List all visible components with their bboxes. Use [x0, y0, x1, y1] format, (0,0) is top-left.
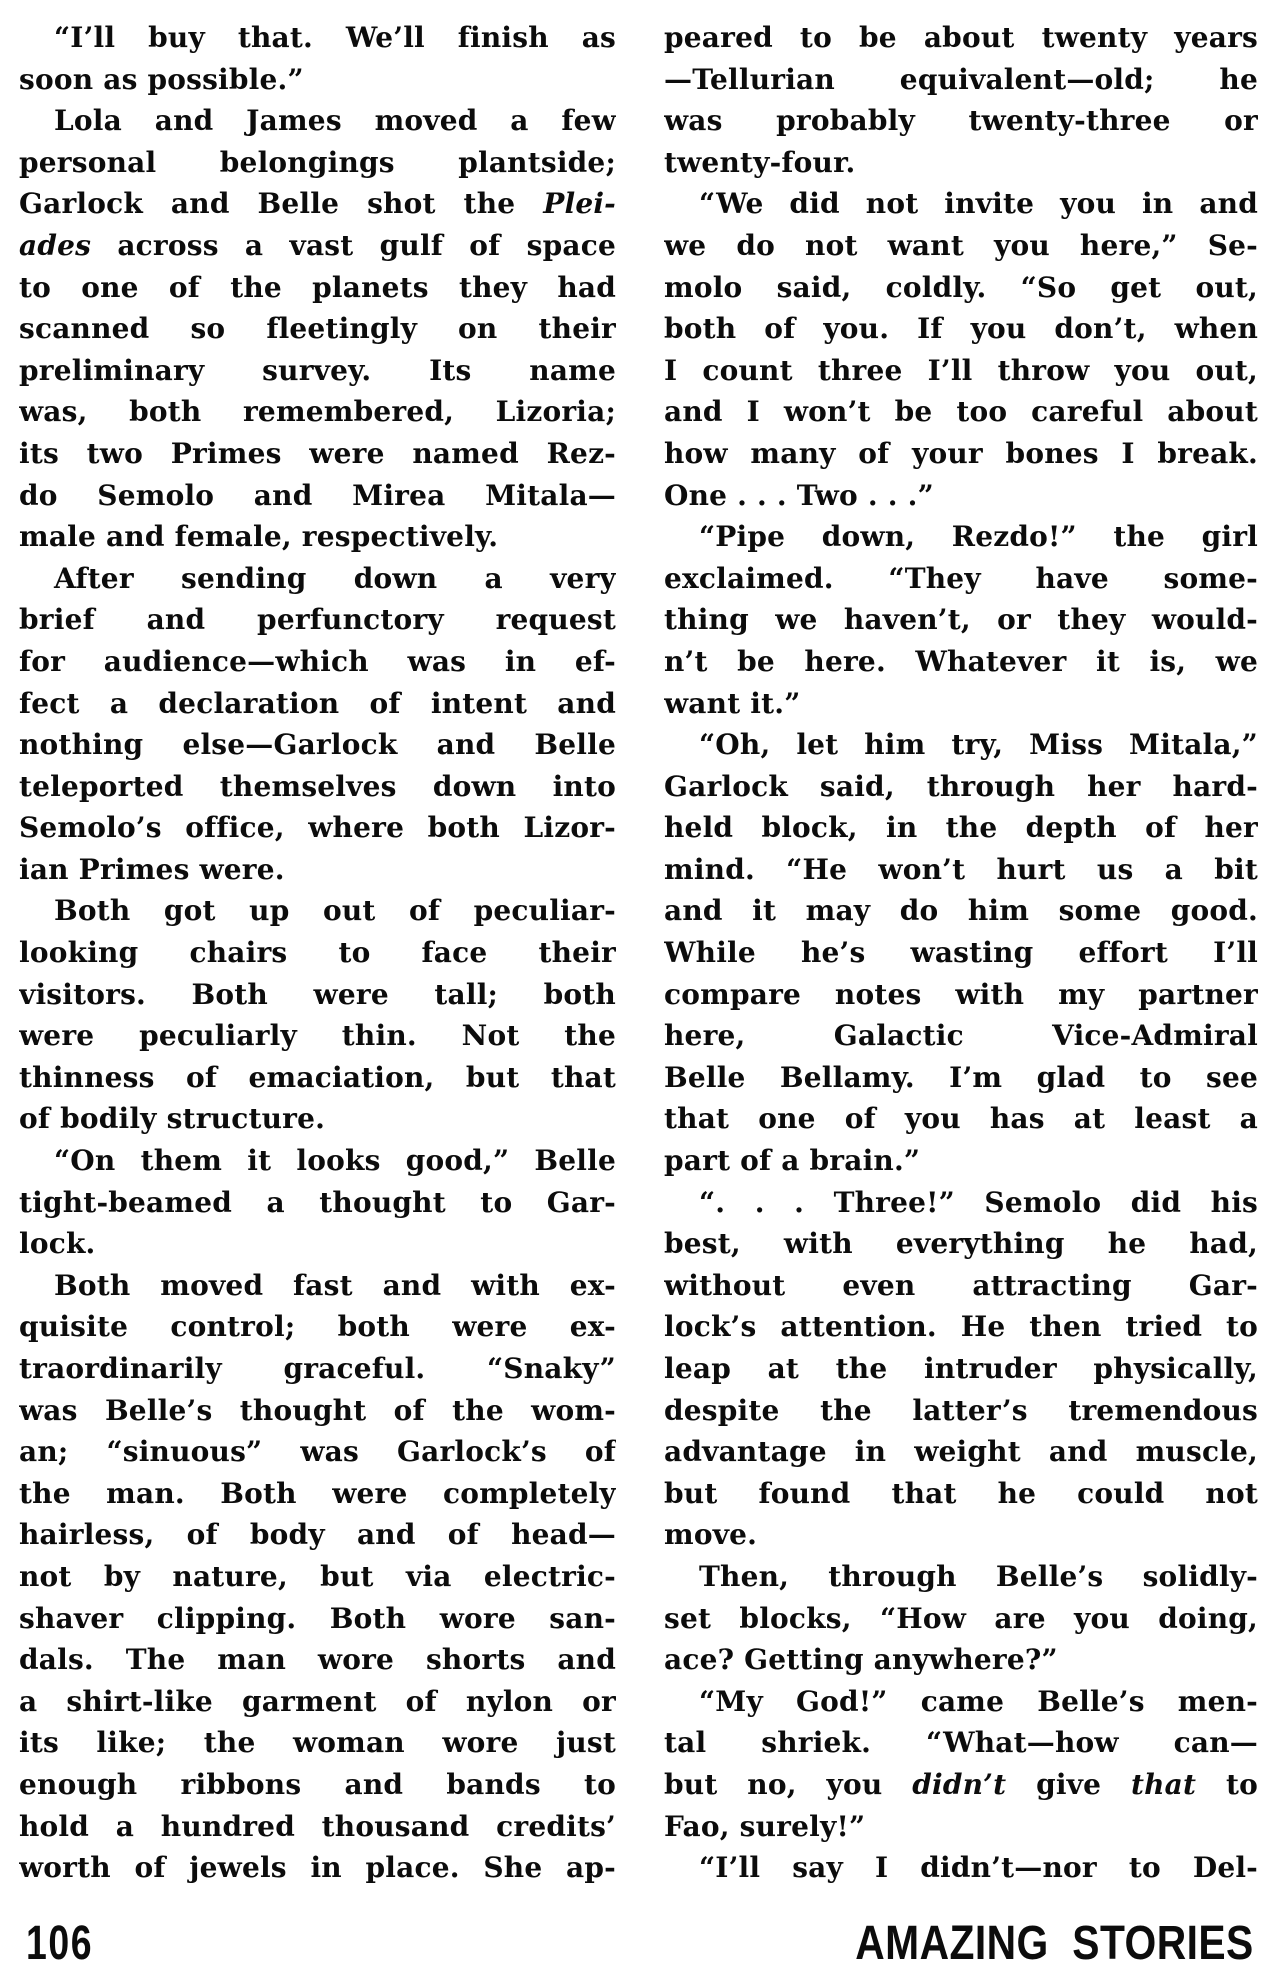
italic-text: that — [1130, 1767, 1197, 1801]
text-line — [664, 142, 1258, 184]
text-line — [19, 1847, 616, 1889]
text-line — [19, 433, 616, 475]
text-segment: Belle Bellamy. I’m glad to see — [664, 1060, 1258, 1094]
text-segment: to — [1196, 1767, 1258, 1801]
text-segment: After sending down a very — [54, 561, 616, 595]
text-segment: hold a hundred thousand credits’ — [19, 1809, 616, 1843]
text-segment: quisite control; both were ex- — [19, 1310, 616, 1344]
text-segment: despite the latter’s tremendous — [664, 1393, 1258, 1427]
text-segment: best, with everything he had, — [664, 1227, 1258, 1261]
text-segment: and it may do him some good. — [664, 894, 1258, 928]
text-segment: Semolo’s office, where both Lizor- — [19, 811, 616, 845]
text-line — [19, 932, 616, 974]
text-segment: “. . . Three!” Semolo did his — [699, 1185, 1258, 1219]
text-segment: held block, in the depth of her — [664, 811, 1258, 845]
text-segment: thing we haven’t, or they would- — [664, 603, 1258, 637]
text-segment: were peculiarly thin. Not the — [19, 1019, 616, 1053]
text-segment: male and female, respectively. — [19, 520, 499, 554]
text-segment: personal belongings plantside; — [19, 145, 616, 179]
text-line — [19, 1390, 616, 1432]
text-column-left — [19, 17, 616, 1889]
text-line — [664, 1598, 1258, 1640]
text-line — [19, 890, 616, 932]
text-line — [19, 766, 616, 808]
text-line — [664, 641, 1258, 683]
text-segment: preliminary survey. Its name — [19, 353, 616, 387]
text-segment: but found that he could not — [664, 1476, 1258, 1510]
text-segment: its like; the woman wore just — [19, 1726, 616, 1760]
text-line — [664, 308, 1258, 350]
text-segment: Then, through Belle’s solidly- — [699, 1559, 1258, 1593]
text-segment: give — [1006, 1767, 1131, 1801]
text-segment: how many of your bones I break. — [664, 436, 1258, 470]
text-line — [664, 1390, 1258, 1432]
text-segment: was Belle’s thought of the wom- — [19, 1393, 616, 1427]
italic-text: Plei- — [543, 187, 616, 221]
italic-text: ades — [19, 228, 92, 262]
text-line — [664, 391, 1258, 433]
text-line — [664, 1431, 1258, 1473]
text-segment: twenty-four. — [664, 145, 856, 179]
text-line — [664, 683, 1258, 725]
text-line — [19, 1348, 616, 1390]
text-segment: visitors. Both were tall; both — [19, 977, 616, 1011]
text-line — [664, 267, 1258, 309]
text-segment: of bodily structure. — [19, 1102, 326, 1136]
text-segment: “Pipe down, Rezdo!” the girl — [699, 520, 1258, 554]
text-line — [664, 516, 1258, 558]
text-segment: Both moved fast and with ex- — [54, 1268, 616, 1302]
text-line — [664, 1681, 1258, 1723]
text-line — [664, 1639, 1258, 1681]
text-segment: do Semolo and Mirea Mitala— — [19, 478, 616, 512]
text-column-right — [664, 17, 1258, 1889]
text-segment: Garlock said, through her hard- — [664, 769, 1258, 803]
text-segment: lock. — [19, 1227, 96, 1261]
text-segment: Garlock and Belle shot the — [19, 187, 544, 221]
text-segment: set blocks, “How are you doing, — [664, 1601, 1258, 1635]
text-segment: “I’ll buy that. We’ll finish as — [54, 21, 616, 54]
text-segment: ian Primes were. — [19, 852, 285, 886]
text-line — [19, 1473, 616, 1515]
page-number: 106 — [26, 1917, 94, 1970]
text-line — [19, 1057, 616, 1099]
text-line — [664, 724, 1258, 766]
text-line — [19, 1514, 616, 1556]
text-line — [19, 558, 616, 600]
text-line — [664, 1223, 1258, 1265]
text-segment: mind. “He won’t hurt us a bit — [664, 852, 1258, 886]
text-segment: n’t be here. Whatever it is, we — [664, 644, 1258, 678]
text-line — [664, 433, 1258, 475]
text-line — [19, 142, 616, 184]
text-segment: was, both remembered, Lizoria; — [19, 395, 616, 429]
text-segment: molo said, coldly. “So get out, — [664, 270, 1258, 304]
text-line — [19, 17, 616, 59]
text-line — [664, 1182, 1258, 1224]
text-segment: tal shriek. “What—how can— — [664, 1726, 1258, 1760]
text-segment: While he’s wasting effort I’ll — [664, 936, 1258, 970]
text-line — [664, 1473, 1258, 1515]
text-line — [19, 641, 616, 683]
text-line — [19, 225, 616, 267]
text-segment: part of a brain.” — [664, 1144, 921, 1178]
text-line — [664, 1514, 1258, 1556]
text-line — [664, 599, 1258, 641]
text-line — [19, 1182, 616, 1224]
text-line — [19, 350, 616, 392]
text-segment: nothing else—Garlock and Belle — [19, 728, 616, 762]
text-line — [664, 1764, 1258, 1806]
text-line — [664, 1847, 1258, 1889]
text-segment: to one of the planets they had — [19, 270, 616, 304]
text-line — [664, 475, 1258, 517]
text-line — [19, 391, 616, 433]
text-segment: teleported themselves down into — [19, 769, 616, 803]
text-segment: we do not want you here,” Se- — [664, 228, 1258, 262]
text-segment: lock’s attention. He then tried to — [664, 1310, 1258, 1344]
text-segment: move. — [664, 1518, 758, 1552]
text-line — [19, 1431, 616, 1473]
text-line — [19, 59, 616, 101]
text-line — [664, 932, 1258, 974]
text-segment: thinness of emaciation, but that — [19, 1060, 616, 1094]
text-segment: —Tellurian equivalent—old; he — [664, 62, 1258, 96]
text-line — [19, 974, 616, 1016]
text-line — [664, 558, 1258, 600]
text-segment: Both got up out of peculiar- — [54, 894, 616, 928]
text-line — [19, 1556, 616, 1598]
text-line — [664, 17, 1258, 59]
text-segment: I count three I’ll throw you out, — [664, 353, 1258, 387]
text-segment: here, Galactic Vice-Admiral — [664, 1019, 1258, 1053]
text-segment: hairless, of body and of head— — [19, 1518, 616, 1552]
text-line — [664, 1556, 1258, 1598]
text-segment: its two Primes were named Rez- — [19, 436, 616, 470]
text-line — [19, 183, 616, 225]
text-line — [19, 1015, 616, 1057]
text-segment: but no, you — [664, 1767, 913, 1801]
text-line — [19, 267, 616, 309]
text-segment: enough ribbons and bands to — [19, 1767, 616, 1801]
text-line — [19, 1265, 616, 1307]
text-line — [19, 1098, 616, 1140]
text-line — [664, 1806, 1258, 1848]
text-segment: advantage in weight and muscle, — [664, 1435, 1258, 1469]
text-segment: dals. The man wore shorts and — [19, 1643, 616, 1677]
text-segment: Lola and James moved a few — [54, 104, 616, 138]
italic-text: didn’t — [912, 1767, 1007, 1801]
text-line — [19, 1764, 616, 1806]
text-line — [19, 1598, 616, 1640]
text-line — [664, 225, 1258, 267]
text-line — [19, 1223, 616, 1265]
text-line — [19, 599, 616, 641]
text-segment: looking chairs to face their — [19, 936, 616, 970]
text-line — [664, 59, 1258, 101]
text-line — [664, 1348, 1258, 1390]
text-segment: soon as possible.” — [19, 62, 304, 96]
text-segment: One . . . Two . . .” — [664, 478, 934, 512]
text-line — [19, 475, 616, 517]
text-segment: Fao, surely!” — [664, 1809, 866, 1843]
text-segment: scanned so fleetingly on their — [19, 312, 616, 346]
text-segment: not by nature, but via electric- — [19, 1559, 616, 1593]
text-line — [19, 1140, 616, 1182]
text-line — [664, 849, 1258, 891]
text-segment: a shirt-like garment of nylon or — [19, 1684, 616, 1718]
text-segment: “Oh, let him try, Miss Mitala,” — [699, 728, 1258, 762]
text-segment: an; “sinuous” was Garlock’s of — [19, 1435, 616, 1469]
text-segment: ace? Getting anywhere?” — [664, 1643, 1058, 1677]
text-segment: the man. Both were completely — [19, 1476, 616, 1510]
text-segment: was probably twenty-three or — [664, 104, 1258, 138]
text-segment: fect a declaration of intent and — [19, 686, 616, 720]
text-segment: tight-beamed a thought to Gar- — [19, 1185, 616, 1219]
text-line — [19, 724, 616, 766]
text-line — [664, 766, 1258, 808]
text-line — [19, 849, 616, 891]
text-line — [664, 1057, 1258, 1099]
text-line — [19, 1306, 616, 1348]
text-segment: that one of you has at least a — [664, 1102, 1258, 1136]
text-segment: exclaimed. “They have some- — [664, 561, 1258, 595]
text-line — [19, 308, 616, 350]
text-segment: and I won’t be too careful about — [664, 395, 1258, 429]
text-line — [19, 1681, 616, 1723]
text-line — [19, 100, 616, 142]
text-line — [19, 1722, 616, 1764]
text-segment: shaver clipping. Both wore san- — [19, 1601, 616, 1635]
text-line — [664, 100, 1258, 142]
text-line — [664, 1098, 1258, 1140]
text-line — [664, 183, 1258, 225]
magazine-title: AMAZING STORIES — [855, 1917, 1254, 1970]
text-segment: “I’ll say I didn’t—nor to Del- — [699, 1851, 1258, 1885]
text-line — [664, 1722, 1258, 1764]
text-line — [664, 350, 1258, 392]
text-line — [664, 1306, 1258, 1348]
text-line — [19, 1806, 616, 1848]
text-segment: traordinarily graceful. “Snaky” — [19, 1352, 616, 1385]
text-segment: both of you. If you don’t, when — [664, 312, 1258, 346]
text-line — [19, 1639, 616, 1681]
text-line — [19, 516, 616, 558]
text-line — [664, 1140, 1258, 1182]
text-line — [19, 807, 616, 849]
text-line — [664, 1265, 1258, 1307]
text-segment: brief and perfunctory request — [19, 603, 616, 637]
text-segment: peared to be about twenty years — [664, 21, 1258, 54]
text-segment: leap at the intruder physically, — [664, 1352, 1258, 1385]
text-line — [664, 974, 1258, 1016]
text-segment: want it.” — [664, 686, 801, 720]
text-segment: for audience—which was in ef- — [19, 644, 616, 678]
text-segment: across a vast gulf of space — [91, 228, 616, 262]
text-line — [664, 890, 1258, 932]
text-line — [19, 683, 616, 725]
text-line — [664, 807, 1258, 849]
text-segment: “My God!” came Belle’s men- — [699, 1684, 1258, 1718]
text-segment: worth of jewels in place. She ap- — [19, 1851, 616, 1885]
text-segment: without even attracting Gar- — [664, 1268, 1258, 1302]
text-segment: compare notes with my partner — [664, 977, 1258, 1011]
text-segment: “We did not invite you in and — [699, 187, 1258, 221]
text-segment: “On them it looks good,” Belle — [54, 1144, 616, 1178]
text-line — [664, 1015, 1258, 1057]
